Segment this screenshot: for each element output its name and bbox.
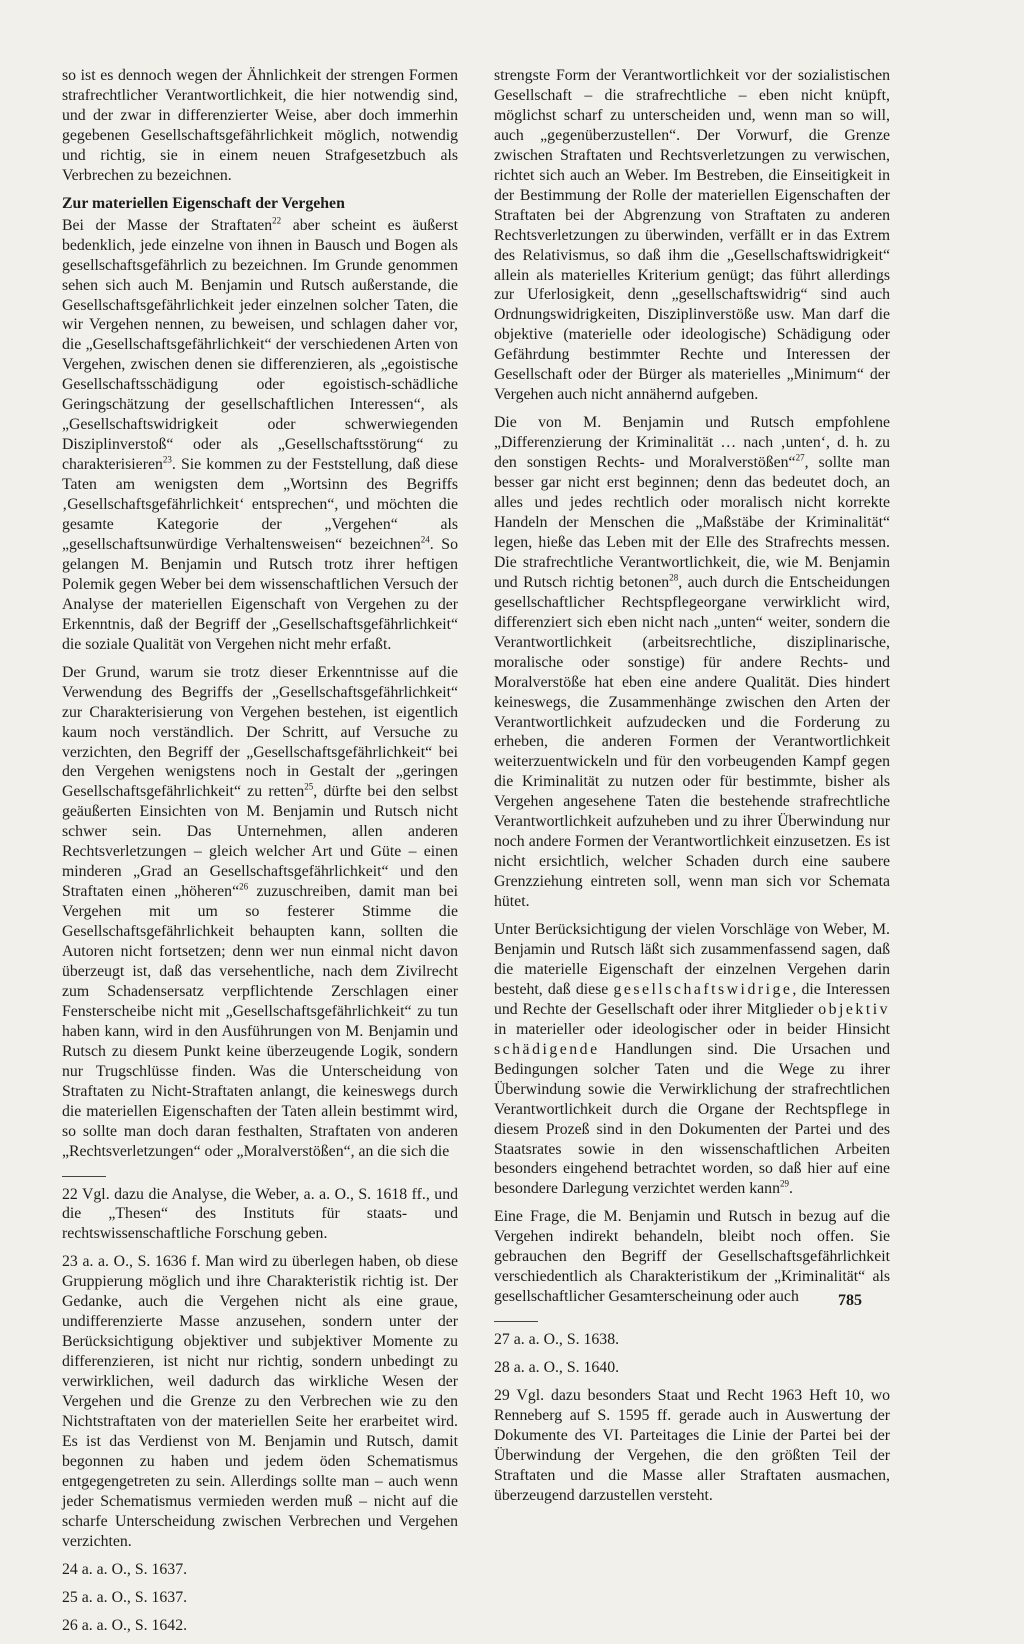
footnote-ref-26: 26 [239,881,249,892]
text-run: Bei der Masse der Straftaten [62,216,273,234]
paragraph-right-1: strengste Form der Verantwortlichkeit vor der sozialistischen Gesellschaft – die strafrechtliche – eben nicht knüpft, möglichst scharf zu unterscheiden und, wenn man so will, auch „gegenüberzustellen“. Der Vorwurf, die Grenze zwischen Straftaten und Rechtsverletzungen zu verwischen, richtet sich auch an Weber. Im Bestreben, die Einseitigkeit in der Bestimmung der Rolle der materiellen Eigenschaften der Straftaten bei der Abgrenzung von Straftaten zu anderen Rechtsverletzungen zu überwinden, verfällt er in das Extrem des Relativismus, so daß ihm die „Gesellschaftswidrigkeit“ allein als materielles Kriterium genügt; das führt allerdings zur Uferlosigkeit, denn „gesellschaftswidrig“ sind auch Ordnungswidrigkeiten, Disziplinverstöße usw. Man darf die objektive (materielle oder ideologische) Schädigung oder Gefährdung bestimmter Rechte und Interessen der Gesellschaft oder der Bürger als materielles „Minimum“ der Vergehen auch nicht annähernd aufgeben. [494,67,890,404]
footnote-25: 25 a. a. O., S. 1637. [62,1588,188,1606]
footnote-ref-25: 25 [304,782,314,793]
footnote-divider [494,1321,538,1322]
emphasis-spaced: objektiv [818,1000,890,1018]
paragraph-left-3 [62,663,458,1162]
text-run: , sollte man besser gar nicht erst beginnen; denn das bedeutet doch, an alles und jedes rechtlich oder moralisch nicht korrekte Handeln der Menschen die „Maßstäbe der Kriminalität“ legen, hieße das Leben mit der Elle des Strafrechts messen. Die strafrechtliche Verantwortlichkeit, die, wie M. Benjamin und Rutsch richtig betonen [494,454,890,591]
footnote-ref-28: 28 [669,572,679,583]
footnote-ref-23: 23 [162,454,172,465]
footnote-ref-29: 29 [779,1179,789,1190]
text-run: Unter Berücksichtigung der vielen Vorschläge von Weber, M. Benjamin und Rutsch läßt sich zusammenfassend sagen, daß die materielle Eigenschaft der einzelnen Vergehen darin besteht, daß diese [494,921,890,998]
text-run: . So gelangen M. Benjamin und Rutsch trotz ihrer heftigen Polemik gegen Weber bei dem wissenschaftlichen Versuch der Analyse der materiellen Eigenschaft von Vergehen zu der Erkenntnis, daß der Begriff der „Gesellschaftsgefährlichkeit“ die soziale Qualität von Vergehen nicht mehr erfaßt. [62,535,458,653]
text-run: aber scheint es äußerst bedenklich, jede einzelne von ihnen in Bausch und Bogen als gesellschaftsgefährlich zu bezeichnen. Im Grunde genommen sehen sich auch M. Benjamin und Rutsch außerstande, die Gesellschaftsgefährlichkeit jeder einzelnen solcher Taten, die wir Vergehen nennen, zu beweisen, und schlagen daher vor, die „Gesellschaftsgefährlichkeit“ der verschiedenen Arten von Vergehen, zwischen denen sie differenzieren, als „egoistische Gesellschaftsschädigung oder egoistisch-schädliche Geringschätzung der gesellschaftlichen Interessen“, als „Gesellschaftswidrigkeit oder schwerwiegenden Disziplinverstoß“ oder als „Gesellschaftsstörung“ zu charakterisieren [62,216,458,474]
footnote-ref-27: 27 [795,452,805,463]
footnotes-right [494,1330,890,1506]
footnote-24: 24 a. a. O., S. 1637. [62,1560,188,1578]
paragraph-left-1: so ist es dennoch wegen der Ähnlichkeit der strengen Formen strafrechtlicher Verantwortlichkeit, die hier notwendig sind, und der zwar in differenzierter Weise, aber doch immerhin gegebenen Gesellschaftsgefährlichkeit möglich, notwendig und richtig, sie in einem neuen Strafgesetzbuch als Verbrechen zu bezeichnen. [62,67,458,184]
footnote-ref-24: 24 [420,534,430,545]
text-run: zuzuschreiben, damit man bei Vergehen mit um so festerer Stimme die Gesellschaftsgefährlichkeit behaupten kann, sollten die Autoren nicht fortsetzen; denn wer nun einmal nicht davon überzeugt ist, daß das versehentliche, nach dem Zivilrecht zum Schadensersatz verpflichtende Zerschlagen einer Fensterscheibe nicht mit „Gesellschaftsgefährlichkeit“ zu tun haben kann, wird in den Ausführungen von M. Benjamin und Rutsch zu diesem Punkt keine überzeugende Logik, sondern nur Trugschlüsse finden. Was die Unterscheidung von Straftaten zu Nicht-Straftaten anlangt, die keineswegs durch die materiellen Eigenschaften der Taten allein bestimmt wird, so sollte man doch daran festhalten, Straftaten von anderen „Rechtsverletzungen“ oder „Moralverstößen“, an die sich die [62,883,458,1160]
text-run: in materieller oder ideologischer oder in beider Hinsicht [494,1020,890,1038]
text-run: . [788,1180,793,1198]
footnote-27: 27 a. a. O., S. 1638. [494,1331,620,1349]
emphasis-spaced: schädigende [494,1040,600,1058]
left-column [62,66,458,1644]
paragraph-right-2 [494,413,890,912]
right-column [494,66,890,1514]
text-run: , dürfte bei den selbst geäußerten Einsichten von M. Benjamin und Rutsch nicht schwer sein. Das Unternehmen, allen anderen Rechtsverletzungen – gleich welcher Art und Güte – einen minderen „Grad an Gesellschaftsgefährlichkeit“ und den Straftaten einen „höheren“ [62,783,458,901]
paragraph-left-2 [62,216,458,655]
text-run: , die Interessen und Rechte der Gesellschaft oder ihrer Mitglieder [494,980,891,1018]
footnote-28: 28 a. a. O., S. 1640. [494,1359,620,1377]
footnote-ref-22: 22 [272,215,282,226]
footnote-divider [62,1176,106,1177]
footnote-23: 23 a. a. O., S. 1636 f. Man wird zu überlegen haben, ob diese Gruppierung möglich und ihre Charakteristik richtig ist. Der Gedanke, auch die Vergehen nicht als eine graue, undifferenzierte Masse anzusehen, sondern unter der Berücksichtigung objektiver und subjektiver Momente zu differenzieren, ist nicht nur richtig, sondern unbedingt zu verwirklichen, weil dadurch das wirkliche Wesen der Vergehen und die Grenze zu den Verbrechen wie zu den Nichtstraftaten von der materiellen Seite her erarbeitet wird. Es ist das Verdienst von M. Benjamin und Rutsch, damit begonnen zu haben und jedem öden Schematismus entgegengetreten zu sein. Allerdings sollte man – auch wenn jeder Schematismus vermieden werden muß – nicht auf die scharfe Unterscheidung zwischen Verbrechen und Vergehen verzichten. [62,1253,458,1550]
footnotes-left [62,1185,458,1636]
paragraph-right-3 [494,920,890,1199]
text-run: Die von M. Benjamin und Rutsch empfohlene „Differenzierung der Kriminalität … nach ‚unten‘, d. h. zu den sonstigen Rechts- und Moralverstößen“ [494,414,890,472]
section-heading: Zur materiellen Eigenschaft der Vergehen [62,194,345,212]
emphasis-spaced: gesellschaftswidrige [613,980,793,998]
text-run: Handlungen sind. Die Ursachen und Bedingungen solcher Taten und die Wege zu ihrer Überwindung sowie die Verwirklichung der strafrechtlichen Verantwortlichkeit durch die Organe der Rechtspflege in diesem Prozeß sind in den Dokumenten der Partei und des Staatsrates sowie in den wissenschaftlichen Arbeiten besonders eingehend betrachtet worden, so daß hier auf eine besondere Darlegung verzichtet werden kann [494,1040,890,1198]
page-number: 785 [838,1292,862,1309]
paragraph-right-4: Eine Frage, die M. Benjamin und Rutsch in bezug auf die Vergehen indirekt behandeln, bleibt noch offen. Sie gebrauchen den Begriff der Gesellschaftsgefährlichkeit verschiedentlich als Charakteristikum der „Kriminalität“ als gesellschaftlicher Gesamterscheinung oder auch [494,1208,890,1306]
text-run: , auch durch die Entscheidungen gesellschaftlicher Rechtspflegeorgane verwirklicht wird, differenziert sich eben nicht nach „unten“ weiter, sondern die Verantwortlichkeit (arbeitsrechtliche, disziplinarische, moralische oder sonstige) für andere Rechts- und Moralverstöße hat eben eine andere Qualität. Dies hindert keineswegs, die Zusammenhänge zwischen den Arten der Verantwortlichkeit aufzudecken und die Forderung zu erheben, die anderen Formen der Verantwortlichkeit weiterzuentwickeln und für den vorbeugenden Kampf gegen die Kriminalität zu nutzen oder für bestimmte, bisher als Vergehen angesehene Taten die bestehende strafrechtliche Verantwortlichkeit aufzuheben und zu ihrer Überwindung nur noch andere Formen der Verantwortlichkeit einzusetzen. Es ist nicht ersichtlich, welcher Schaden durch eine saubere Grenzziehung eintreten soll, wenn man sich vor Schemata hütet. [494,573,891,911]
text-run: Der Grund, warum sie trotz dieser Erkenntnisse auf die Verwendung des Begriffs der „Gesellschaftsgefährlichkeit“ zur Charakterisierung von Vergehen bestehen, ist eigentlich kaum noch verständlich. Der Schritt, auf Versuche zu verzichten, den Begriff der „Gesellschaftsgefährlichkeit“ bei den Vergehen wenigstens noch in Gestalt der „geringen Gesellschaftsgefährlichkeit“ zu retten [62,663,458,801]
text-run: . Sie kommen zu der Feststellung, daß diese Taten am wenigsten dem „Wortsinn des Begriffs ‚Gesellschaftsgefährlichkeit‘ entsprechen“, und möchten die gesamte Kategorie der „Vergehen“ als „gesellschaftsunwürdige Verhaltensweisen“ bezeichnen [62,456,458,553]
footnote-29: 29 Vgl. dazu besonders Staat und Recht 1963 Heft 10, wo Renneberg auf S. 1595 ff. gerade auch in Auswertung der Dokumente des VI. Parteitages die Linie der Partei bei der Überwindung der Vergehen, die den größten Teil der Straftaten und die Masse aller Straftaten ausmachen, überzeugend darzustellen versteht. [494,1387,890,1504]
footnote-22: 22 Vgl. dazu die Analyse, die Weber, a. a. O., S. 1618 ff., und die „Thesen“ des Instituts für staats- und rechtswissenschaftliche Forschung geben. [62,1185,458,1243]
footnote-26: 26 a. a. O., S. 1642. [62,1616,188,1634]
